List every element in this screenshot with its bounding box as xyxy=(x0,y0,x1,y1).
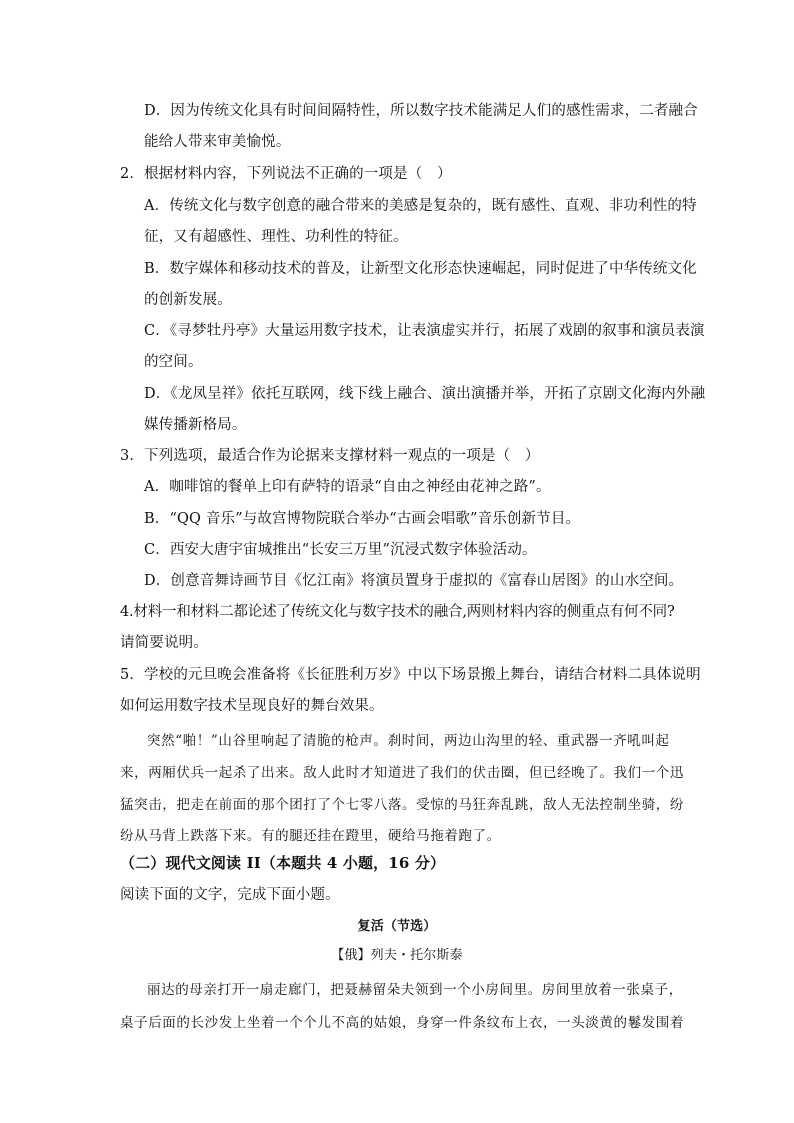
section-heading: （二）现代文阅读 II（本题共 4 小题，16 分） xyxy=(120,854,446,872)
q3-option-c: C．西安大唐宇宙城推出“长安三万里”沉浸式数字体验活动。 xyxy=(144,542,537,558)
q2-option-a-line1: A．传统文化与数字创意的融合带来的美感是复杂的，既有感性、直观、非功利性的特 xyxy=(144,198,697,214)
section-instruction: 阅读下面的文字，完成下面小题。 xyxy=(120,887,340,903)
q2-option-d-line2: 媒传播新格局。 xyxy=(144,417,247,433)
q5-line2: 如何运用数字技术呈现良好的舞台效果。 xyxy=(120,698,384,714)
q3-stem: 3．下列选项，最适合作为论据来支撑材料一观点的一项是（ ） xyxy=(120,448,540,464)
passage-line2: 桌子后面的长沙发上坐着一个个儿不高的姑娘，身穿一件条纹布上衣，一头淡黄的鬈发围着 xyxy=(120,1015,684,1031)
excerpt-line1: 突然“啪！”山谷里响起了清脆的枪声。刹时间，两边山沟里的轻、重武器一齐吼叫起 xyxy=(147,733,670,749)
q3-option-d: D．创意音舞诗画节目《忆江南》将演员置身于虚拟的《富春山居图》的山水空间。 xyxy=(144,573,684,589)
q1-option-d-line2: 能给人带来审美愉悦。 xyxy=(144,134,291,150)
q2-option-c-line2: 的空间。 xyxy=(144,354,203,370)
excerpt-line3: 猛突击，把走在前面的那个团打了个七零八落。受惊的马狂奔乱跳，敌人无法控制坐骑，纷 xyxy=(120,797,684,813)
excerpt-line2: 来，两厢伏兵一起杀了出来。敌人此时才知道进了我们的伏击圈，但已经晚了。我们一个迅 xyxy=(120,765,684,781)
passage-author: 【俄】列夫・托尔斯泰 xyxy=(331,948,463,963)
passage-line1: 丽达的母亲打开一扇走廊门，把聂赫留朵夫领到一个小房间里。房间里放着一张桌子， xyxy=(147,982,683,998)
q3-option-b: B．“QQ 音乐”与故宫博物院联合举办“古画会唱歌”音乐创新节目。 xyxy=(144,511,581,527)
passage-title: 复活（节选） xyxy=(357,919,437,934)
q2-option-b-line1: B．数字媒体和移动技术的普及，让新型文化形态快速崛起，同时促进了中华传统文化 xyxy=(144,261,697,277)
q1-option-d-line1: D．因为传统文化具有时间间隔特性，所以数字技术能满足人们的感性需求，二者融合 xyxy=(144,103,698,119)
q4-line1: 4.材料一和材料二都论述了传统文化与数字技术的融合,两则材料内容的侧重点有何不同? xyxy=(120,604,675,620)
q5-line1: 5．学校的元旦晚会准备将《长征胜利万岁》中以下场景搬上舞台，请结合材料二具体说明 xyxy=(120,667,701,683)
q2-stem: 2．根据材料内容，下列说法不正确的一项是（ ） xyxy=(120,166,452,182)
q2-option-d-line1: D．《龙凤呈祥》依托互联网，线下线上融合、演出演播并举，开拓了京剧文化海内外融 xyxy=(144,386,706,402)
q2-option-b-line2: 的创新发展。 xyxy=(144,292,232,308)
q2-option-a-line2: 征，又有超感性、理性、功利性的特征。 xyxy=(144,229,408,245)
q4-line2: 请简要说明。 xyxy=(120,635,208,651)
excerpt-line4: 纷从马背上跌落下来。有的腿还挂在蹬里，硬给马拖着跑了。 xyxy=(120,828,501,844)
q3-option-a: A．咖啡馆的餐单上印有萨特的语录“自由之神经由花神之路”。 xyxy=(144,479,551,495)
q2-option-c-line1: C．《寻梦牡丹亭》大量运用数字技术，让表演虚实并行，拓展了戏剧的叙事和演员表演 xyxy=(144,323,705,339)
